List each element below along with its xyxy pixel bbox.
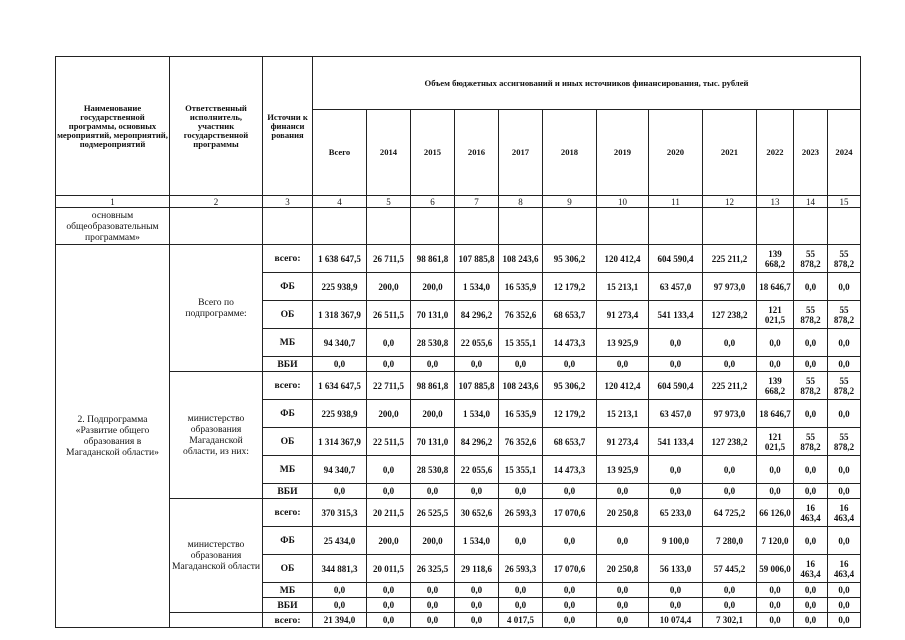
- header-year-2: 2015: [411, 110, 455, 196]
- value-cell: 30 652,6: [455, 499, 499, 527]
- empty-cell: [170, 208, 263, 245]
- value-cell: 55 878,2: [828, 245, 861, 273]
- value-cell: 0,0: [411, 484, 455, 499]
- value-cell: 84 296,2: [455, 301, 499, 329]
- value-cell: 0,0: [794, 329, 828, 357]
- header-year-4: 2017: [499, 110, 543, 196]
- value-cell: 200,0: [411, 273, 455, 301]
- value-cell: 91 273,4: [597, 428, 649, 456]
- value-cell: 604 590,4: [649, 372, 703, 400]
- value-cell: 63 457,0: [649, 400, 703, 428]
- value-cell: 0,0: [794, 583, 828, 598]
- value-cell: 0,0: [794, 484, 828, 499]
- value-cell: 0,0: [597, 598, 649, 613]
- value-cell: 17 070,6: [543, 555, 597, 583]
- value-cell: 0,0: [649, 329, 703, 357]
- executor-cell: министерство образования Магаданской области: [170, 499, 263, 613]
- value-cell: 7 302,1: [703, 613, 757, 628]
- value-cell: 0,0: [757, 583, 794, 598]
- value-cell: 0,0: [313, 484, 367, 499]
- column-number: 13: [757, 196, 794, 208]
- column-number: 12: [703, 196, 757, 208]
- value-cell: 0,0: [757, 357, 794, 372]
- value-cell: 21 394,0: [313, 613, 367, 628]
- empty-cell: [367, 208, 411, 245]
- value-cell: 0,0: [367, 456, 411, 484]
- value-cell: 55 878,2: [794, 428, 828, 456]
- value-cell: 55 878,2: [794, 372, 828, 400]
- value-cell: 0,0: [757, 484, 794, 499]
- value-cell: 94 340,7: [313, 329, 367, 357]
- value-cell: 70 131,0: [411, 428, 455, 456]
- value-cell: 0,0: [757, 613, 794, 628]
- value-cell: 0,0: [757, 329, 794, 357]
- value-cell: 604 590,4: [649, 245, 703, 273]
- header-year-7: 2020: [649, 110, 703, 196]
- value-cell: 1 638 647,5: [313, 245, 367, 273]
- value-cell: 14 473,3: [543, 329, 597, 357]
- value-cell: 0,0: [313, 598, 367, 613]
- value-cell: 18 646,7: [757, 400, 794, 428]
- value-cell: 98 861,8: [411, 372, 455, 400]
- value-cell: 0,0: [543, 613, 597, 628]
- value-cell: 0,0: [597, 357, 649, 372]
- value-cell: 91 273,4: [597, 301, 649, 329]
- value-cell: 57 445,2: [703, 555, 757, 583]
- value-cell: 121 021,5: [757, 301, 794, 329]
- value-cell: 84 296,2: [455, 428, 499, 456]
- empty-cell: [703, 208, 757, 245]
- value-cell: 0,0: [499, 484, 543, 499]
- value-cell: 0,0: [649, 357, 703, 372]
- empty-cell: [649, 208, 703, 245]
- executor-cell-empty: [170, 613, 263, 628]
- value-cell: 225 938,9: [313, 400, 367, 428]
- value-cell: 20 250,8: [597, 499, 649, 527]
- column-number: 14: [794, 196, 828, 208]
- value-cell: 121 021,5: [757, 428, 794, 456]
- value-cell: 200,0: [367, 527, 411, 555]
- value-cell: 4 017,5: [499, 613, 543, 628]
- header-col-source: Источни к финанси рования: [263, 57, 313, 196]
- value-cell: 0,0: [455, 613, 499, 628]
- value-cell: 139 668,2: [757, 245, 794, 273]
- source-cell: всего:: [263, 613, 313, 628]
- value-cell: 26 325,5: [411, 555, 455, 583]
- value-cell: 20 211,5: [367, 499, 411, 527]
- value-cell: 55 878,2: [794, 301, 828, 329]
- value-cell: 55 878,2: [828, 301, 861, 329]
- value-cell: 56 133,0: [649, 555, 703, 583]
- header-col-name: Наименование государственной программы, основных мероприятий, мероприятий, подмероприятий: [56, 57, 170, 196]
- value-cell: 98 861,8: [411, 245, 455, 273]
- value-cell: 127 238,2: [703, 428, 757, 456]
- value-cell: 0,0: [367, 613, 411, 628]
- value-cell: 22 055,6: [455, 456, 499, 484]
- value-cell: 0,0: [411, 583, 455, 598]
- value-cell: 0,0: [828, 329, 861, 357]
- value-cell: 225 211,2: [703, 372, 757, 400]
- value-cell: 0,0: [543, 484, 597, 499]
- header-year-11: 2024: [828, 110, 861, 196]
- value-cell: 0,0: [313, 583, 367, 598]
- value-cell: 0,0: [828, 400, 861, 428]
- source-cell: всего:: [263, 499, 313, 527]
- value-cell: 127 238,2: [703, 301, 757, 329]
- empty-cell: [411, 208, 455, 245]
- source-cell: ВБИ: [263, 598, 313, 613]
- value-cell: 14 473,3: [543, 456, 597, 484]
- value-cell: 200,0: [411, 400, 455, 428]
- source-cell: ОБ: [263, 555, 313, 583]
- value-cell: 0,0: [828, 484, 861, 499]
- value-cell: 16 535,9: [499, 273, 543, 301]
- empty-cell: [597, 208, 649, 245]
- value-cell: 0,0: [703, 583, 757, 598]
- value-cell: 0,0: [828, 527, 861, 555]
- value-cell: 120 412,4: [597, 245, 649, 273]
- value-cell: 26 525,5: [411, 499, 455, 527]
- value-cell: 0,0: [757, 456, 794, 484]
- value-cell: 76 352,6: [499, 301, 543, 329]
- value-cell: 0,0: [543, 583, 597, 598]
- value-cell: 17 070,6: [543, 499, 597, 527]
- column-number: 15: [828, 196, 861, 208]
- budget-table: [55, 56, 861, 628]
- value-cell: 139 668,2: [757, 372, 794, 400]
- value-cell: 15 355,1: [499, 456, 543, 484]
- value-cell: 22 511,5: [367, 428, 411, 456]
- executor-cell: министерство образования Магаданской области, из них:: [170, 372, 263, 499]
- value-cell: 0,0: [455, 598, 499, 613]
- value-cell: 55 878,2: [828, 428, 861, 456]
- header-funding-title: Объем бюджетных ассигнований и иных источников финансирования, тыс. рублей: [313, 57, 861, 110]
- value-cell: 55 878,2: [794, 245, 828, 273]
- value-cell: 0,0: [794, 273, 828, 301]
- value-cell: 0,0: [367, 329, 411, 357]
- source-cell: всего:: [263, 372, 313, 400]
- value-cell: 0,0: [794, 527, 828, 555]
- value-cell: 0,0: [828, 598, 861, 613]
- value-cell: 0,0: [411, 613, 455, 628]
- value-cell: 0,0: [543, 357, 597, 372]
- value-cell: 0,0: [597, 613, 649, 628]
- value-cell: 0,0: [597, 484, 649, 499]
- value-cell: 26 511,5: [367, 301, 411, 329]
- value-cell: 1 534,0: [455, 527, 499, 555]
- value-cell: 0,0: [367, 484, 411, 499]
- value-cell: 0,0: [367, 598, 411, 613]
- value-cell: 18 646,7: [757, 273, 794, 301]
- empty-cell: [313, 208, 367, 245]
- value-cell: 0,0: [828, 613, 861, 628]
- value-cell: 66 126,0: [757, 499, 794, 527]
- empty-cell: [757, 208, 794, 245]
- value-cell: 0,0: [499, 527, 543, 555]
- value-cell: 0,0: [703, 456, 757, 484]
- value-cell: 63 457,0: [649, 273, 703, 301]
- value-cell: 0,0: [794, 400, 828, 428]
- header-year-5: 2018: [543, 110, 597, 196]
- value-cell: 0,0: [543, 598, 597, 613]
- column-number: 6: [411, 196, 455, 208]
- column-number: 4: [313, 196, 367, 208]
- value-cell: 68 653,7: [543, 428, 597, 456]
- value-cell: 64 725,2: [703, 499, 757, 527]
- empty-cell: [794, 208, 828, 245]
- header-year-6: 2019: [597, 110, 649, 196]
- value-cell: 120 412,4: [597, 372, 649, 400]
- value-cell: 15 213,1: [597, 400, 649, 428]
- value-cell: 16 463,4: [828, 555, 861, 583]
- column-number: 8: [499, 196, 543, 208]
- value-cell: 541 133,4: [649, 428, 703, 456]
- value-cell: 0,0: [411, 598, 455, 613]
- value-cell: 15 355,1: [499, 329, 543, 357]
- value-cell: 370 315,3: [313, 499, 367, 527]
- value-cell: 22 055,6: [455, 329, 499, 357]
- source-cell: МБ: [263, 329, 313, 357]
- empty-cell: [263, 208, 313, 245]
- value-cell: 15 213,1: [597, 273, 649, 301]
- value-cell: 0,0: [455, 357, 499, 372]
- value-cell: 28 530,8: [411, 329, 455, 357]
- header-col-executor: Ответственный исполнитель, участник государственной программы: [170, 57, 263, 196]
- value-cell: 16 463,4: [828, 499, 861, 527]
- value-cell: 0,0: [499, 598, 543, 613]
- source-cell: ОБ: [263, 301, 313, 329]
- value-cell: 0,0: [703, 357, 757, 372]
- value-cell: 0,0: [703, 484, 757, 499]
- value-cell: 0,0: [703, 598, 757, 613]
- value-cell: 0,0: [757, 598, 794, 613]
- value-cell: 0,0: [828, 273, 861, 301]
- value-cell: 107 885,8: [455, 245, 499, 273]
- value-cell: 0,0: [649, 456, 703, 484]
- empty-cell: [828, 208, 861, 245]
- value-cell: 1 314 367,9: [313, 428, 367, 456]
- executor-cell: Всего по подпрограмме:: [170, 245, 263, 372]
- value-cell: 0,0: [794, 357, 828, 372]
- source-cell: ВБИ: [263, 357, 313, 372]
- source-cell: ФБ: [263, 400, 313, 428]
- value-cell: 108 243,6: [499, 245, 543, 273]
- value-cell: 0,0: [828, 456, 861, 484]
- value-cell: 0,0: [597, 527, 649, 555]
- value-cell: 0,0: [411, 357, 455, 372]
- value-cell: 1 318 367,9: [313, 301, 367, 329]
- source-cell: ФБ: [263, 527, 313, 555]
- value-cell: 1 634 647,5: [313, 372, 367, 400]
- value-cell: 0,0: [455, 583, 499, 598]
- value-cell: 0,0: [499, 583, 543, 598]
- value-cell: 0,0: [367, 357, 411, 372]
- value-cell: 26 711,5: [367, 245, 411, 273]
- value-cell: 28 530,8: [411, 456, 455, 484]
- table-row: [56, 613, 861, 628]
- program-name: 2. Подпрограмма «Развитие общего образования в Магаданской области»: [56, 245, 170, 628]
- header-year-3: 2016: [455, 110, 499, 196]
- table-row: [56, 245, 861, 273]
- value-cell: 95 306,2: [543, 245, 597, 273]
- column-number: 10: [597, 196, 649, 208]
- value-cell: 0,0: [794, 456, 828, 484]
- column-number: 11: [649, 196, 703, 208]
- value-cell: 200,0: [367, 273, 411, 301]
- column-number: 3: [263, 196, 313, 208]
- value-cell: 0,0: [828, 357, 861, 372]
- value-cell: 0,0: [703, 329, 757, 357]
- value-cell: 12 179,2: [543, 273, 597, 301]
- source-cell: МБ: [263, 583, 313, 598]
- value-cell: 541 133,4: [649, 301, 703, 329]
- header-year-8: 2021: [703, 110, 757, 196]
- column-number: 9: [543, 196, 597, 208]
- value-cell: 25 434,0: [313, 527, 367, 555]
- table-row: [56, 372, 861, 400]
- value-cell: 1 534,0: [455, 273, 499, 301]
- value-cell: 16 463,4: [794, 499, 828, 527]
- value-cell: 200,0: [411, 527, 455, 555]
- value-cell: 26 593,3: [499, 499, 543, 527]
- empty-cell: [455, 208, 499, 245]
- value-cell: 0,0: [367, 583, 411, 598]
- value-cell: 97 973,0: [703, 273, 757, 301]
- source-cell: всего:: [263, 245, 313, 273]
- value-cell: 16 463,4: [794, 555, 828, 583]
- source-cell: МБ: [263, 456, 313, 484]
- value-cell: 7 280,0: [703, 527, 757, 555]
- header-year-9: 2022: [757, 110, 794, 196]
- column-number: 2: [170, 196, 263, 208]
- value-cell: 0,0: [649, 484, 703, 499]
- value-cell: 95 306,2: [543, 372, 597, 400]
- source-cell: ОБ: [263, 428, 313, 456]
- value-cell: 225 211,2: [703, 245, 757, 273]
- value-cell: 200,0: [367, 400, 411, 428]
- value-cell: 0,0: [794, 598, 828, 613]
- value-cell: 9 100,0: [649, 527, 703, 555]
- value-cell: 13 925,9: [597, 456, 649, 484]
- value-cell: 70 131,0: [411, 301, 455, 329]
- value-cell: 26 593,3: [499, 555, 543, 583]
- value-cell: 0,0: [794, 613, 828, 628]
- value-cell: 225 938,9: [313, 273, 367, 301]
- value-cell: 59 006,0: [757, 555, 794, 583]
- value-cell: 10 074,4: [649, 613, 703, 628]
- value-cell: 0,0: [597, 583, 649, 598]
- value-cell: 0,0: [455, 484, 499, 499]
- value-cell: 76 352,6: [499, 428, 543, 456]
- value-cell: 7 120,0: [757, 527, 794, 555]
- header-year-1: 2014: [367, 110, 411, 196]
- value-cell: 108 243,6: [499, 372, 543, 400]
- column-number: 7: [455, 196, 499, 208]
- column-number: 1: [56, 196, 170, 208]
- value-cell: 20 011,5: [367, 555, 411, 583]
- value-cell: 94 340,7: [313, 456, 367, 484]
- value-cell: 13 925,9: [597, 329, 649, 357]
- value-cell: 0,0: [313, 357, 367, 372]
- table-row: [56, 499, 861, 527]
- value-cell: 0,0: [649, 583, 703, 598]
- value-cell: 0,0: [649, 598, 703, 613]
- value-cell: 65 233,0: [649, 499, 703, 527]
- value-cell: 16 535,9: [499, 400, 543, 428]
- value-cell: 68 653,7: [543, 301, 597, 329]
- header-year-0: Всего: [313, 110, 367, 196]
- source-cell: ВБИ: [263, 484, 313, 499]
- value-cell: 55 878,2: [828, 372, 861, 400]
- continuation-text: основным общеобразовательным программам»: [56, 208, 170, 245]
- value-cell: 344 881,3: [313, 555, 367, 583]
- value-cell: 97 973,0: [703, 400, 757, 428]
- value-cell: 107 885,8: [455, 372, 499, 400]
- empty-cell: [543, 208, 597, 245]
- value-cell: 29 118,6: [455, 555, 499, 583]
- value-cell: 0,0: [499, 357, 543, 372]
- empty-cell: [499, 208, 543, 245]
- header-year-10: 2023: [794, 110, 828, 196]
- value-cell: 22 711,5: [367, 372, 411, 400]
- value-cell: 20 250,8: [597, 555, 649, 583]
- column-number: 5: [367, 196, 411, 208]
- source-cell: ФБ: [263, 273, 313, 301]
- value-cell: 1 534,0: [455, 400, 499, 428]
- value-cell: 12 179,2: [543, 400, 597, 428]
- value-cell: 0,0: [828, 583, 861, 598]
- value-cell: 0,0: [543, 527, 597, 555]
